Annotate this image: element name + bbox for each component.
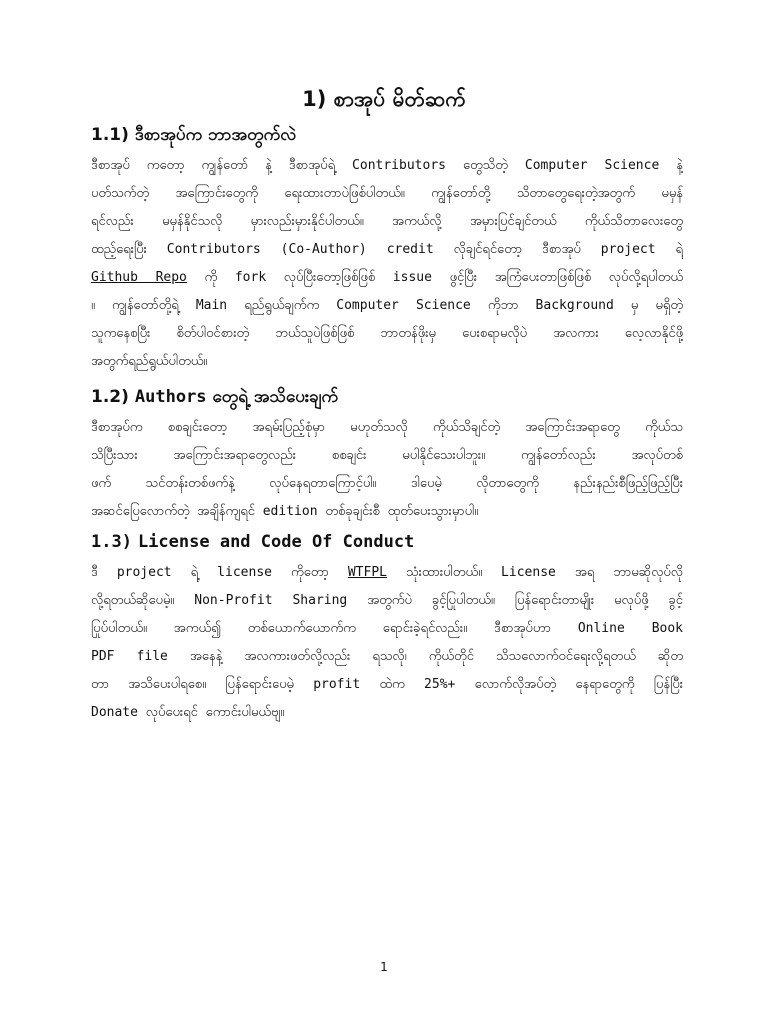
section-number: 1.3) (91, 532, 132, 552)
paragraph-line: PDF file အနေနဲ့ အလကားဖတ်လို့လည်း ရသလို၊ ကိုယ်တိုင် သိသလောက်ဝင်ရေးလို့ရတယ် ဆိုတ (91, 649, 683, 664)
section-title: ဒီစာအုပ်က ဘာအတွက်လဲ (134, 125, 297, 145)
paragraph-line: ဒီစာအုပ်က စစချင်းတော့ အရမ်းပြည့်စုံမှာ မဟုတ်သလို ကိုယ်သိချင်တဲ့ အကြောင်းအရာတွေ ကိုယ်သ (91, 420, 683, 435)
page-number: 1 (380, 960, 388, 974)
paragraph-line-rest: ကို fork လုပ်ပြီးတော့ဖြစ်ဖြစ် issue ဖွင့်ပြီး အကြံပေးတာဖြစ်ဖြစ် လုပ်လို့ရပါတယ် (186, 270, 683, 285)
paragraph-line: သူကနေစပြီး စိတ်ပါဝင်စားတဲ့ ဘယ်သူပဲဖြစ်ဖြစ် ဘာတန်ဖိုးမှ ပေးစရာမလိုပဲ အလကား လေ့လာနိုင်ဖို့ (91, 326, 683, 341)
paragraph-line: အတွက်ရည်ရွယ်ပါတယ်။ (91, 354, 208, 369)
section-1-1 (91, 122, 683, 376)
paragraph-line: တာ အသိပေးပါရစေ။ ပြန်ရောင်းပေမဲ့ profit ထဲက 25%+ လောက်လိုအပ်တဲ့ နေရာတွေကို ပြန်ပြီး (91, 677, 683, 692)
section-number: 1.2) (91, 387, 129, 407)
paragraph-line: Donate လုပ်ပေးရင် ကောင်းပါမယ်ဗျ။ (91, 705, 285, 720)
paragraph-line: ထည့်ရေးပြီး Contributors (Co-Author) credit လိုချင်ရင်တော့ ဒီစာအုပ် project ရဲ့ (91, 242, 683, 257)
wtfpl-link[interactable]: WTFPL (347, 565, 387, 580)
paragraph-line: သိပြီးသား အကြောင်းအရာတွေလည်း စစချင်း မပါနိုင်သေးပါဘူး။ ကျွန်တော်လည်း အလုပ်တစ် (91, 448, 683, 463)
section-heading (91, 529, 683, 555)
paragraph-line-before-link: ဒီ project ရဲ့ license ကိုတော့ (91, 565, 348, 580)
page-title: 1) စာအုပ် မိတ်ဆက် (302, 87, 466, 111)
paragraph-line: ဒီစာအုပ် ကတော့ ကျွန်တော် နဲ့ ဒီစာအုပ်ရဲ့ Contributors တွေသိတဲ့ Computer Science နဲ့ (91, 158, 683, 173)
section-title-latin: License and Code Of Conduct (137, 532, 415, 552)
section-heading (91, 122, 683, 148)
github-repo-link[interactable]: Github Repo (91, 270, 187, 285)
section-title-rest: တွေရဲ့ အသိပေးချက် (206, 387, 339, 407)
section-title-latin: Authors (134, 387, 207, 407)
paragraph-line: လို့ရတယ်ဆိုပေမဲ့။ Non-Profit Sharing အတွက်ပဲ ခွင့်ပြုပါတယ်။ ပြန်ရောင်းတာမျိုး မလုပ်ဖို့ ခွင့် (91, 593, 683, 608)
paragraph-line-with-link (91, 264, 683, 292)
paragraph-line: ဖက် သင်တန်းတစ်ဖက်နဲ့ လုပ်နေရတာကြောင့်ပါ။ ဒါပေမဲ့ လိုတာတွေကို နည်းနည်းစီဖြည့်ဖြည့်ပြီး (91, 476, 683, 491)
section-1-2 (91, 384, 683, 526)
section-number: 1.1) (91, 125, 129, 145)
section-1-3 (91, 529, 683, 727)
section-paragraph (91, 414, 683, 526)
section-heading (91, 384, 683, 410)
section-paragraph (91, 559, 683, 727)
section-paragraph (91, 152, 683, 376)
paragraph-line: ပတ်သက်တဲ့ အကြောင်းတွေကို ရေးထားတာပဲဖြစ်ပါတယ်။ ကျွန်တော်တို့ သိတာတွေရေးတဲ့အတွက် မမှန် (91, 186, 683, 201)
paragraph-line-with-link (91, 559, 683, 587)
paragraph-line: အဆင်ပြေလောက်တဲ့ အချိန်ကျရင် edition တစ်ခုချင်းစီ ထုတ်ပေးသွားမှာပါ။ (91, 504, 479, 519)
paragraph-line: ပြုပ်ပါတယ်။ အကယ်၍ တစ်ယောက်ယောက်က ရောင်းခဲ့ရင်လည်း။ ဒီစာအုပ်ဟာ Online Book (91, 621, 683, 636)
paragraph-line: ။ ကျွန်တော်တို့ရဲ့ Main ရည်ရွယ်ချက်က Computer Science ကိုဘာ Background မှ မရှိတဲ့ (91, 298, 683, 313)
paragraph-line-after-link: သုံးထားပါတယ်။ License အရ ဘာမဆိုလုပ်လို (387, 565, 683, 580)
paragraph-line: ရင်လည်း မမှန်နိုင်သလို မှားလည်းမှားနိုင်ပါတယ်။ အကယ်လို့ အမှားပြင်ချင်တယ် ကိုယ်သိတာလေးတွေ (91, 214, 683, 229)
